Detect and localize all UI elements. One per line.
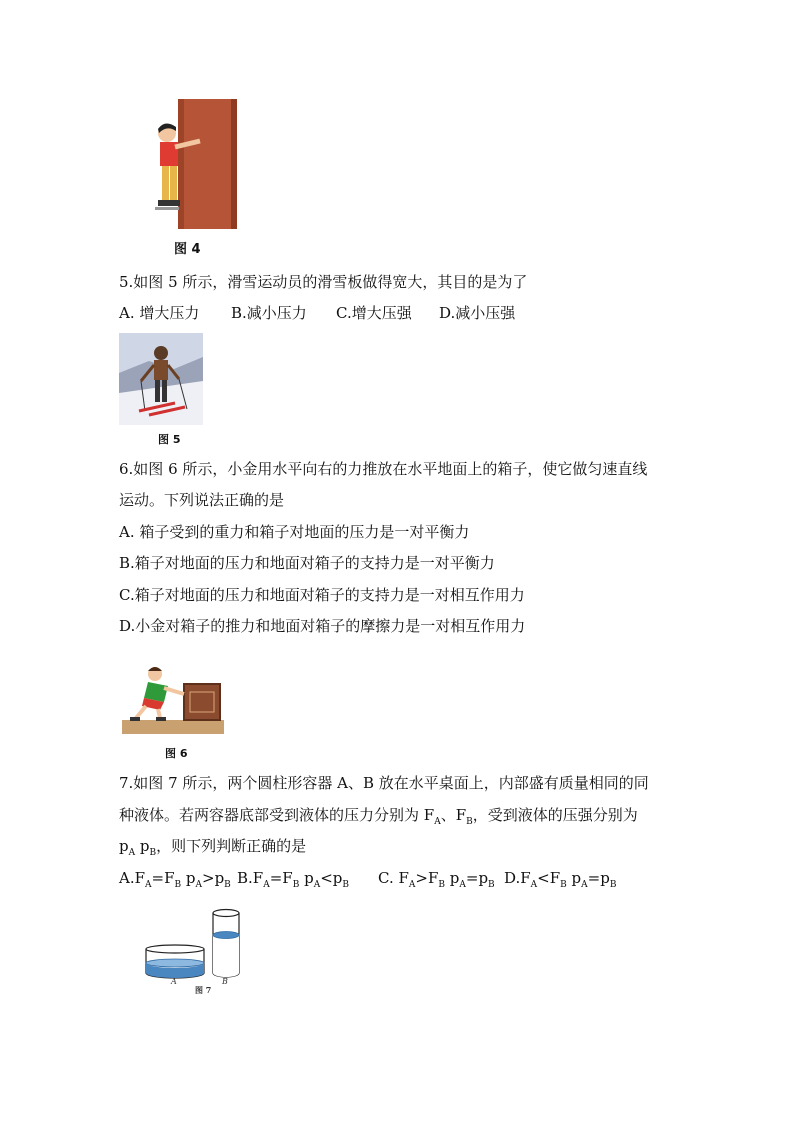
q7-option-b — [237, 868, 349, 895]
option-label: D.F — [504, 869, 531, 887]
option-label: B.F — [237, 869, 264, 887]
container-b-label: B — [222, 977, 228, 986]
q7-pb: p — [135, 837, 150, 855]
figure-5-caption: 图 5 — [158, 433, 181, 446]
q7-option-a — [119, 868, 231, 895]
q5-option-b: B.减小压力 — [231, 304, 307, 322]
cylinders-a-b-image — [140, 905, 246, 989]
p-symbol: p — [445, 869, 460, 887]
q7-pa: p — [119, 837, 129, 855]
relation: =p — [465, 869, 489, 887]
subscript-b: B — [174, 880, 182, 890]
p-symbol: p — [181, 869, 196, 887]
q5-option-c: C.增大压强 — [336, 304, 412, 322]
skier-image — [119, 333, 203, 425]
q5-stem: 5.如图 5 所示，滑雪运动员的滑雪板做得宽大，其目的是为了 — [119, 273, 528, 291]
subscript-b: B — [149, 848, 157, 858]
container-a — [146, 945, 204, 978]
q6-stem-line-2: 运动。下列说法正确的是 — [119, 491, 285, 509]
q6-stem-line-1: 6.如图 6 所示，小金用水平向右的力推放在水平地面上的箱子，使它做匀速直线 — [119, 460, 648, 478]
q5-option-d: D.减小压强 — [439, 304, 516, 322]
subscript-b: B — [342, 880, 349, 890]
relation: =p — [587, 869, 610, 887]
subscript-b: B — [466, 817, 473, 827]
subscript-a: A — [581, 880, 588, 890]
subscript-a: A — [313, 880, 321, 890]
subscript-a: A — [434, 817, 441, 827]
subscript-b: B — [488, 880, 495, 890]
relation: >p — [202, 869, 225, 887]
subscript-b: B — [292, 880, 300, 890]
q7-option-d — [504, 868, 616, 895]
subscript-a: A — [459, 880, 466, 890]
figure-5 — [119, 333, 203, 425]
relation: >F — [415, 869, 439, 887]
subscript-b: B — [560, 880, 567, 890]
figure-4 — [135, 97, 240, 233]
relation: <p — [320, 869, 343, 887]
q5-option-a: A. 增大压力 — [119, 304, 200, 322]
subscript-b: B — [438, 880, 445, 890]
option-label: A.F — [119, 869, 146, 887]
subscript-a: A — [145, 880, 152, 890]
q7-stem-line-2-pre: 种液体。若两容器底部受到液体的压力分别为 F — [119, 806, 435, 824]
boy-pushing-box-image — [122, 654, 224, 734]
q6-option-a: A. 箱子受到的重力和箱子对地面的压力是一对平衡力 — [119, 523, 470, 541]
subscript-a: A — [195, 880, 202, 890]
figure-7-caption: 图 7 — [195, 985, 212, 995]
container-b — [213, 910, 239, 978]
q7-stem-line-3 — [119, 836, 306, 863]
p-symbol: p — [299, 869, 314, 887]
subscript-b: B — [609, 880, 617, 890]
subscript-b: B — [224, 880, 231, 890]
figure-6-caption: 图 6 — [165, 747, 188, 760]
q7-stem-line-2-post: ，受到液体的压强分别为 — [472, 806, 638, 824]
subscript-a: A — [530, 880, 538, 890]
subscript-a: A — [408, 880, 416, 890]
figure-7 — [140, 905, 246, 989]
q7-stem-line-2 — [119, 805, 638, 832]
q7-option-c — [378, 868, 495, 895]
q7-stem-line-1: 7.如图 7 所示，两个圆柱形容器 A、B 放在水平桌面上，内部盛有质量相同的同 — [119, 774, 649, 792]
figure-6 — [122, 654, 224, 734]
relation: <F — [537, 869, 561, 887]
q6-option-c: C.箱子对地面的压力和地面对箱子的支持力是一对相互作用力 — [119, 586, 525, 604]
container-a-label: A — [171, 977, 177, 986]
figure-4-caption: 图 4 — [174, 242, 201, 257]
relation: =F — [269, 869, 293, 887]
relation: =F — [151, 869, 175, 887]
q6-option-b: B.箱子对地面的压力和地面对箱子的支持力是一对平衡力 — [119, 554, 495, 572]
q7-stem-line-2-mid: 、F — [440, 806, 467, 824]
subscript-a: A — [128, 848, 136, 858]
q7-stem-line-3-post: ，则下列判断正确的是 — [156, 837, 307, 855]
subscript-a: A — [263, 880, 270, 890]
child-pushing-wall-image — [135, 97, 240, 233]
option-label: C. F — [378, 869, 409, 887]
q6-option-d: D.小金对箱子的推力和地面对箱子的摩擦力是一对相互作用力 — [119, 617, 526, 635]
p-symbol: p — [566, 869, 582, 887]
